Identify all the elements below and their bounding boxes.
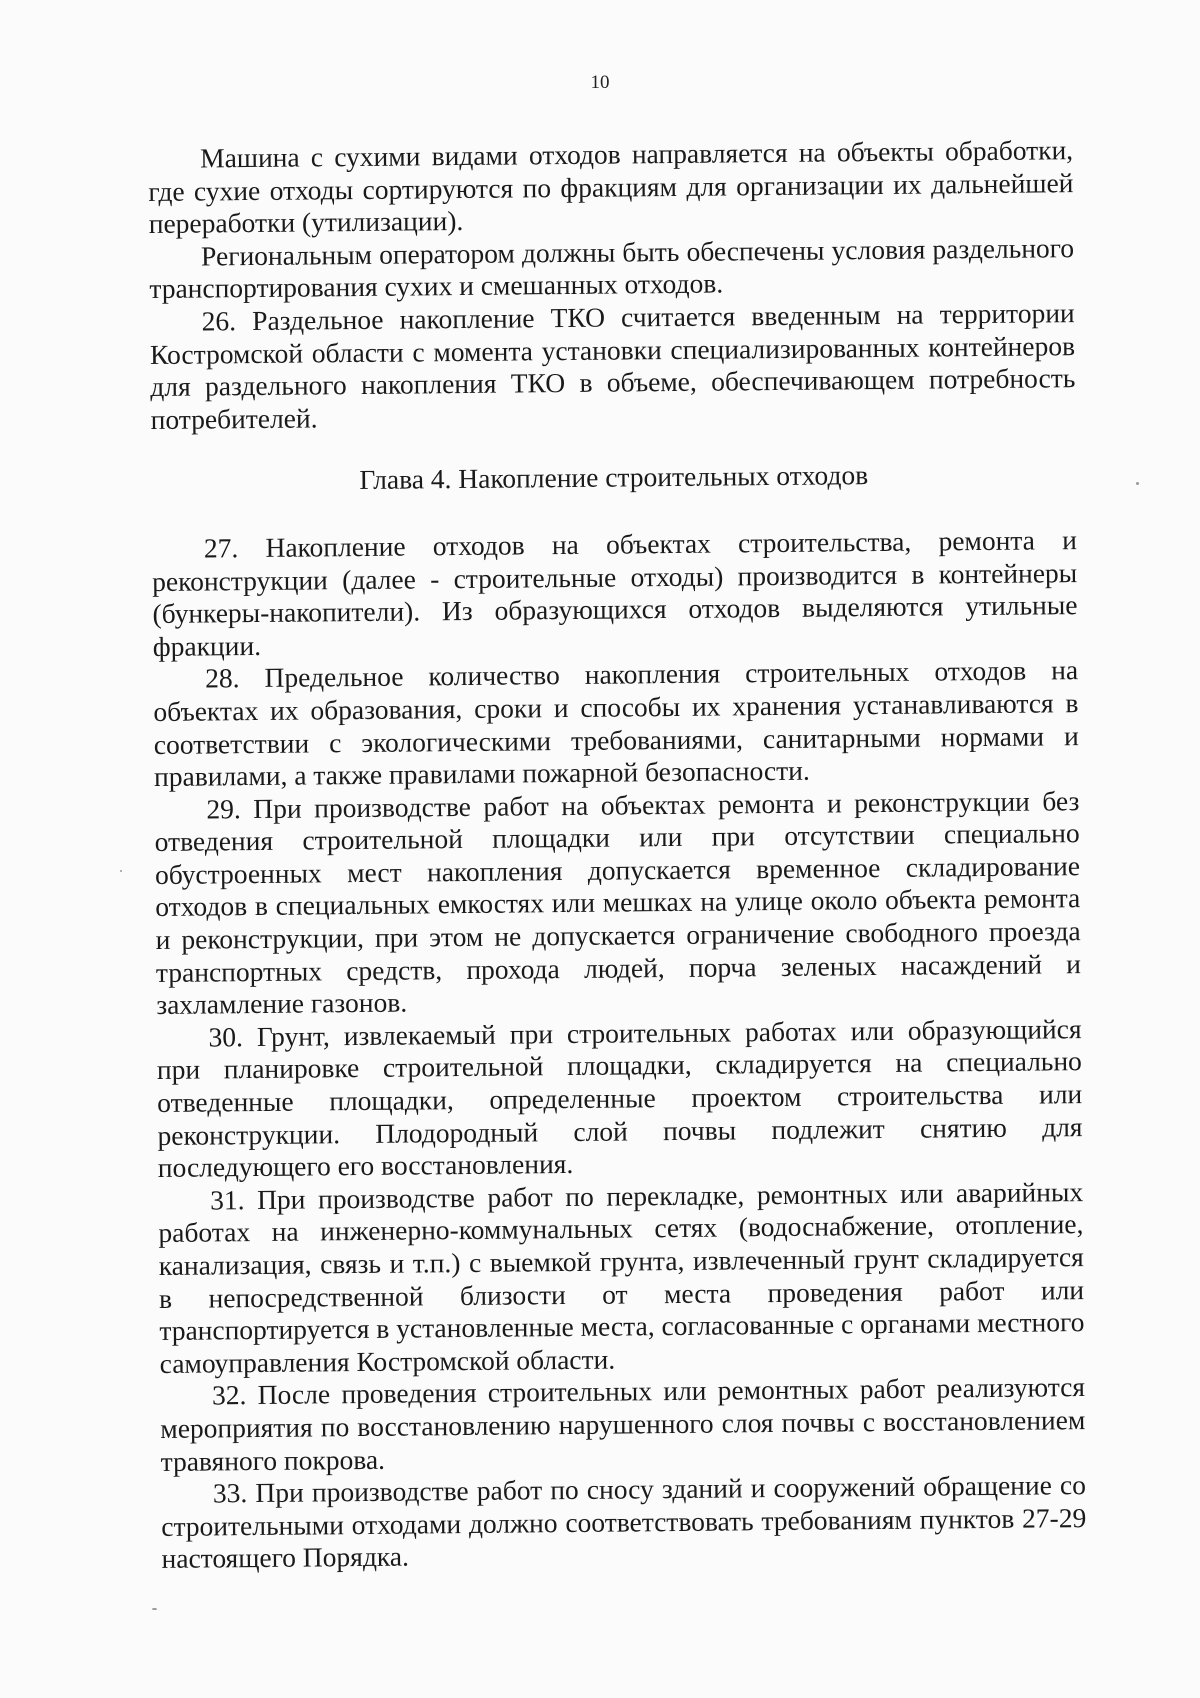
paragraph-33: 33. При производстве работ по сносу зданий и сооружений обращение со строительными отходами должно соответствовать требованиям пунктов 27-29 настоящего Порядка. bbox=[161, 1469, 1087, 1575]
paragraph-28: 28. Предельное количество накопления строительных отходов на объектах их образования, сроки и способы их хранения устанавливаются в соответствии с экологическими требованиями, санитарными нормами и правилами, а также правилами пожарной безопасности. bbox=[153, 654, 1079, 793]
scan-speck bbox=[152, 1608, 157, 1610]
document-body bbox=[148, 134, 1087, 1576]
paragraph-27: 27. Накопление отходов на объектах строительства, ремонта и реконструкции (далее - строительные отходы) производится в контейнеры (бункеры-накопители). Из образующихся отходов выделяются утильные фракции. bbox=[152, 524, 1078, 662]
scan-speck bbox=[1136, 482, 1139, 485]
paragraph-31: 31. При производстве работ по перекладке, ремонтных или аварийных работах на инженерно-коммунальных сетях (водоснабжение, отопление, канализация, связь и т.п.) с выемкой грунта, извлеченный грунт складируется в непосредственной близости от места проведения работ или транспортируется в установленные места, согласованные с органами местного самоуправления Костромской области. bbox=[158, 1175, 1085, 1379]
paragraph-regional-operator: Региональным оператором должны быть обеспечены условия раздельного транспортирования сухих и смешанных отходов. bbox=[149, 231, 1075, 305]
page-number: 10 bbox=[590, 72, 610, 93]
scan-speck bbox=[120, 870, 122, 872]
paragraph-30: 30. Грунт, извлекаемый при строительных работах или образующийся при планировке строительной площадки, складируется на специально отведенные площадки, определенные проектом строительства или реконструкции. Плодородный слой почвы подлежит снятию для последующего его восстановления. bbox=[156, 1012, 1083, 1184]
paragraph-29: 29. При производстве работ на объектах ремонта и реконструкции без отведения строительной площадки или при отсутствии специально обустроенных мест накопления допускается временное складирование отходов в специальных емкостях или мешках на улице около объекта ремонта и реконструкции, при этом не допускается ограничение свободного проезда транспортных средств, прохода людей, порча зеленых насаждений и захламление газонов. bbox=[154, 784, 1082, 1021]
paragraph-32: 32. После проведения строительных или ремонтных работ реализуются мероприятия по восстановлению нарушенного слоя почвы с восстановлением травяного покрова. bbox=[160, 1371, 1086, 1477]
paragraph-26: 26. Раздельное накопление ТКО считается введенным на территории Костромской области с момента установки специализированных контейнеров для раздельного накопления ТКО в объеме, обеспечивающем потребность потребителей. bbox=[149, 297, 1076, 435]
paragraph-dry-waste: Машина с сухими видами отходов направляется на объекты обработки, где сухие отходы сортируются по фракциям для организации их дальнейшей переработки (утилизации). bbox=[148, 134, 1074, 240]
chapter-heading: Глава 4. Накопление строительных отходов bbox=[359, 459, 869, 496]
